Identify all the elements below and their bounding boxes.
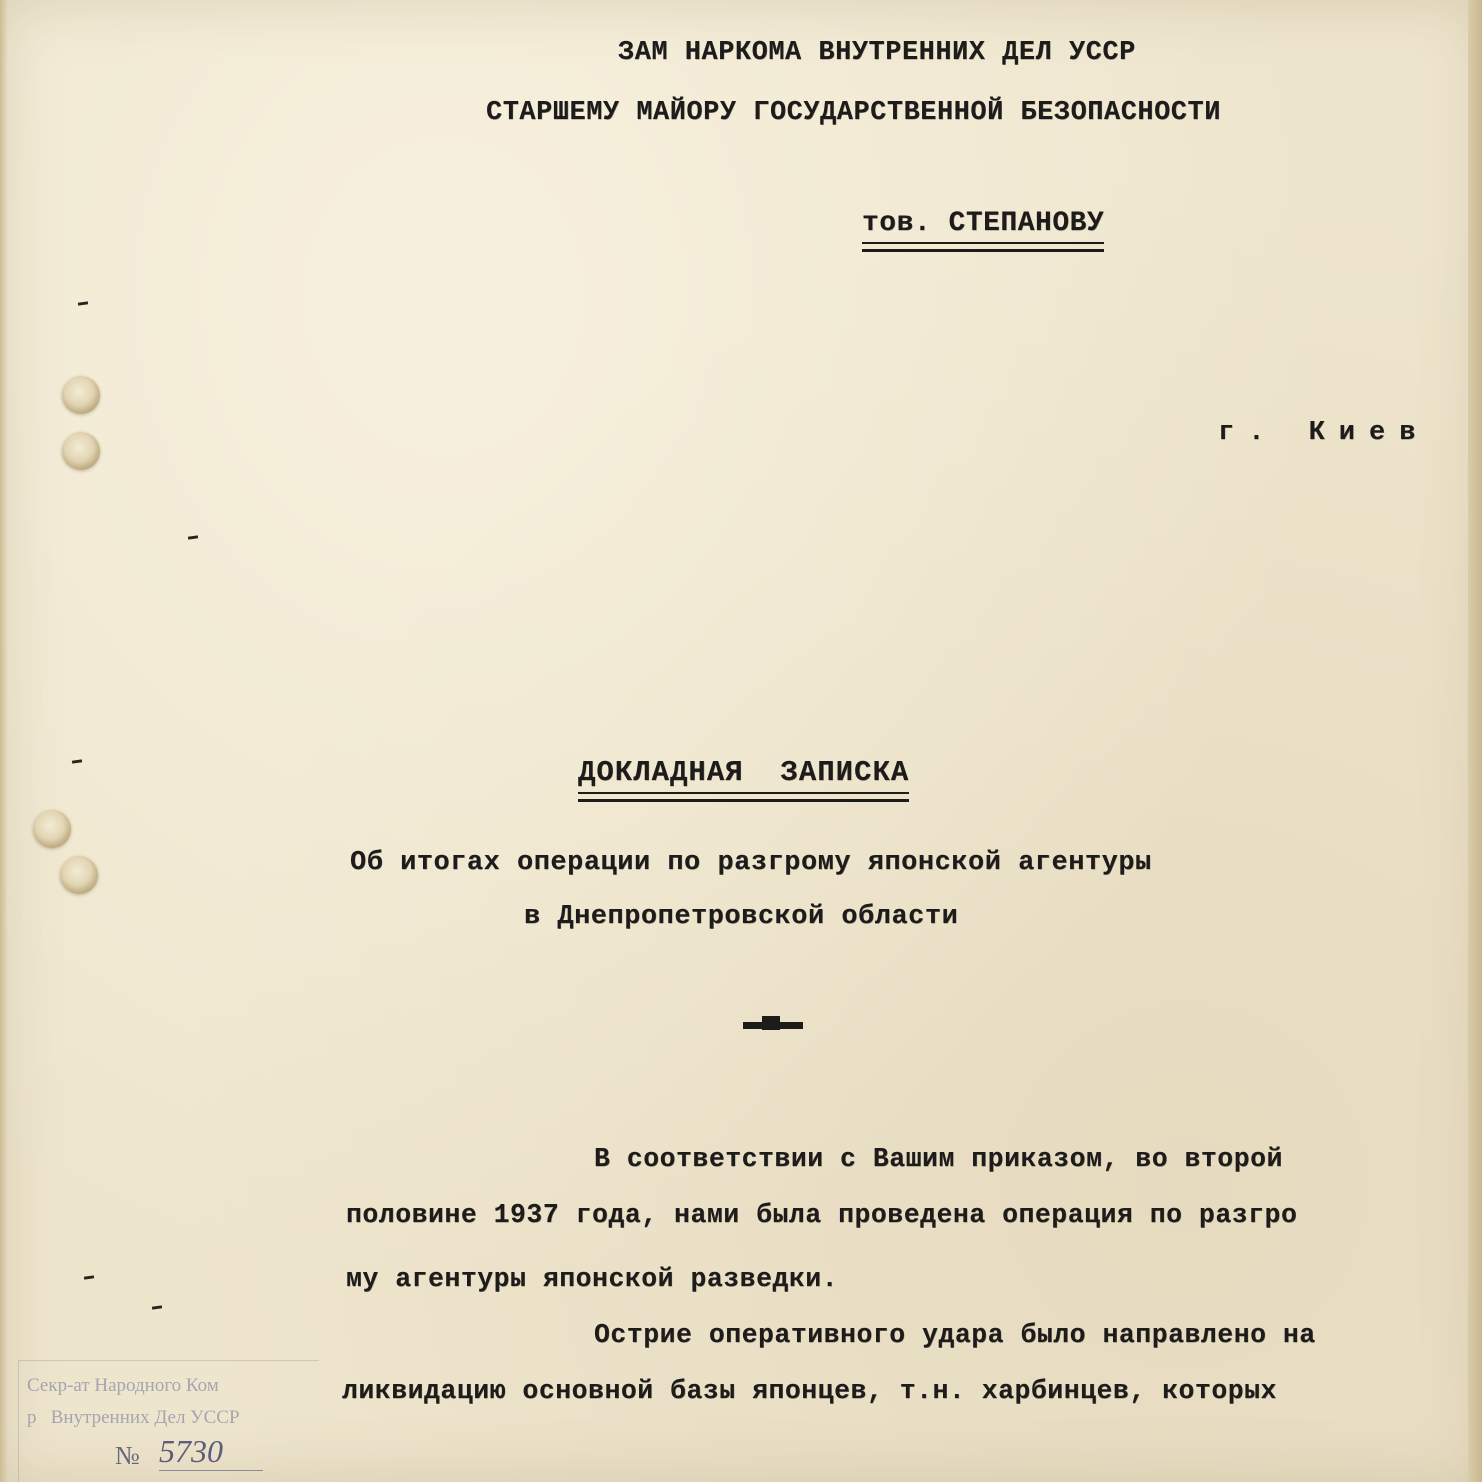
subject-line-2: в Днепропетровской области — [524, 902, 959, 932]
binder-hole — [62, 376, 100, 414]
body-line-2: половине 1937 года, нами была проведена операция по разгро — [346, 1200, 1298, 1230]
city: г. Киев — [1218, 418, 1430, 448]
stamp-number: 5730 — [159, 1433, 263, 1471]
body-line-5: ликвидацию основной базы японцев, т.н. харбинцев, которых — [342, 1376, 1277, 1406]
stamp-line-1: Секр-ат Народного Ком — [27, 1375, 219, 1396]
stamp-line-2: р Внутренних Дел УССР — [27, 1407, 240, 1428]
binder-hole — [60, 856, 98, 894]
body-line-4: Острие оперативного удара было направлено на — [594, 1320, 1316, 1350]
addressee: тов. СТЕПАНОВУ — [862, 208, 1104, 252]
subject-line-1: Об итогах операции по разгрому японской агентуры — [350, 848, 1152, 878]
binder-hole — [62, 432, 100, 470]
page-right-edge — [1468, 0, 1482, 1482]
header-line-1: ЗАМ НАРКОМА ВНУТРЕННИХ ДЕЛ УССР — [618, 38, 1136, 68]
document-title: ДОКЛАДНАЯ ЗАПИСКА — [578, 756, 909, 802]
body-line-3: му агентуры японской разведки. — [346, 1264, 839, 1294]
separator-dash-center — [762, 1016, 780, 1030]
registration-stamp — [18, 1360, 319, 1482]
header-line-2: СТАРШЕМУ МАЙОРУ ГОСУДАРСТВЕННОЙ БЕЗОПАСНОСТИ — [486, 98, 1221, 128]
stamp-number-label: № — [115, 1441, 140, 1470]
binder-hole — [33, 810, 71, 848]
body-line-1: В соответствии с Вашим приказом, во второй — [594, 1144, 1283, 1174]
page-left-edge — [0, 0, 8, 1482]
